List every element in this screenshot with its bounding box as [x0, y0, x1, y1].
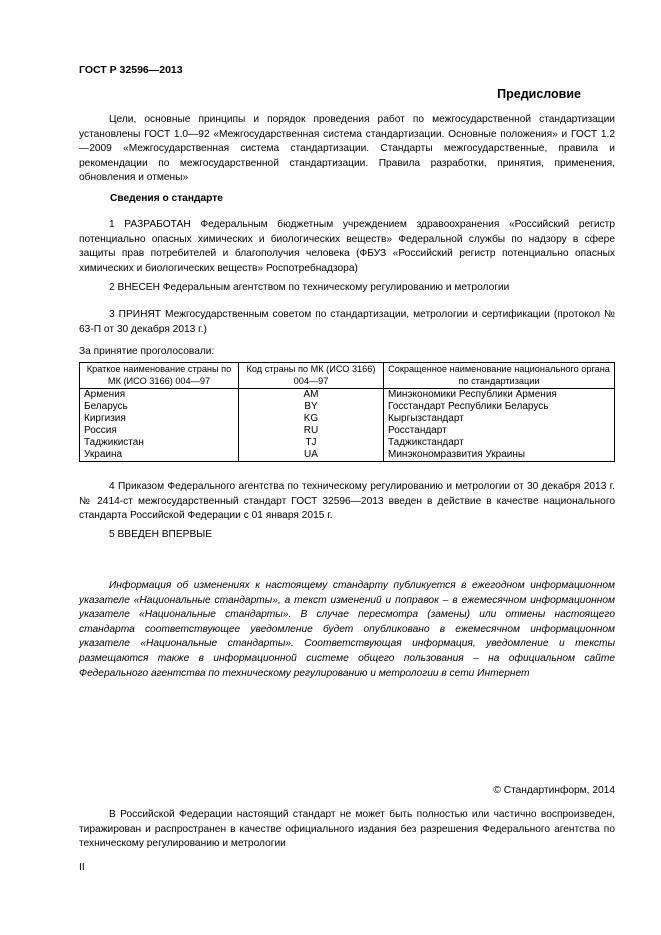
country-code: AM	[239, 389, 384, 402]
intro-paragraph: Цели, основные принципы и порядок проведения работ по межгосударственной стандартизации установлены ГОСТ 1.0—92 «Межгосударственная система стандартизации. Основные положения» и ГОСТ 1.2—2009 «Межгосударственная система стандартизации. Стандарты межгосударственные, правила и рекомендации по межгосударственной стандартизации. Правила разработки, принятия, применения, обновления и отмены»	[79, 114, 615, 184]
table-row	[80, 437, 615, 449]
standards-body: Госстандарт Республики Беларусь	[384, 401, 615, 413]
legal-notice: В Российской Федерации настоящий стандарт не может быть полностью или частично воспроизведен, тиражирован и распространен в качестве официального издания без разрешения Федерального агентства по техническому регулированию и метрологии	[79, 809, 615, 850]
item-enacted: 4 Приказом Федерального агентства по техническому регулированию и метрологии от 30 декабря 2013 г. № 2414-ст межгосударственный стандарт ГОСТ 32596—2013 введен в действие в качестве национального стандарта Российской Федерации с 01 января 2015 г.	[79, 481, 615, 522]
country-code: TJ	[239, 437, 384, 449]
item-first: 5 ВВЕДЕН ВПЕРВЫЕ	[109, 529, 213, 540]
country-name: Армения	[80, 389, 239, 402]
standards-body: Минэкономразвития Украины	[384, 449, 615, 462]
country-name: Киргизия	[80, 413, 239, 425]
page-title: Предисловие	[497, 87, 581, 101]
column-header-country: Краткое наименование страны по МК (ИСО 3166) 004—97	[80, 363, 239, 389]
country-code: RU	[239, 425, 384, 437]
column-header-code: Код страны по МК (ИСО 3166) 004—97	[239, 363, 384, 389]
copyright-notice: © Стандартинформ, 2014	[493, 785, 615, 796]
item-introduced: 2 ВНЕСЕН Федеральным агентством по техническому регулированию и метрологии	[109, 282, 510, 293]
page-number: II	[79, 862, 85, 873]
country-code: BY	[239, 401, 384, 413]
vote-label: За принятие проголосовали:	[79, 346, 215, 357]
standards-body: Таджикстандарт	[384, 437, 615, 449]
country-name: Таджикистан	[80, 437, 239, 449]
table-row	[80, 449, 615, 462]
countries-table	[79, 362, 615, 462]
info-section-title: Сведения о стандарте	[110, 193, 223, 204]
changes-notice: Информация об изменениях к настоящему стандарту публикуется в ежегодном информационном указателе «Национальные стандарты», а текст изменений и поправок – в ежемесячном информационном указателе «Национальные стандарты». В случае пересмотра (замены) или отмены настоящего стандарта соответствующее уведомление будет опубликовано в ежемесячном информационном указателе «Национальные стандарты». Соответствующая информация, уведомление и тексты размещаются также в информационной системе общего пользования – на официальном сайте Федерального агентства по техническому регулированию и метрологии в сети Интернет	[79, 580, 615, 679]
standards-body: Минэкономики Республики Армения	[384, 389, 615, 402]
country-code: KG	[239, 413, 384, 425]
standard-code: ГОСТ Р 32596—2013	[79, 64, 183, 76]
standards-body: Росстандарт	[384, 425, 615, 437]
country-code: UA	[239, 449, 384, 462]
table-row	[80, 401, 615, 413]
table-row	[80, 413, 615, 425]
item-adopted: 3 ПРИНЯТ Межгосударственным советом по стандартизации, метрологии и сертификации (протокол № 63-П от 30 декабря 2013 г.)	[79, 309, 615, 335]
country-name: Россия	[80, 425, 239, 437]
table-row	[80, 425, 615, 437]
table-row	[80, 389, 615, 402]
table-header-row	[80, 363, 615, 389]
country-name: Беларусь	[80, 401, 239, 413]
standards-body: Кыргызстандарт	[384, 413, 615, 425]
item-developed: 1 РАЗРАБОТАН Федеральным бюджетным учреждением здравоохранения «Российский регистр потенциально опасных химических и биологических веществ» Федеральной службы по надзору в сфере защиты прав потребителей и благополучия человека (ФБУЗ «Российский регистр потенциально опасных химических и биологических веществ» Роспотребнадзора)	[79, 219, 615, 274]
country-name: Украина	[80, 449, 239, 462]
column-header-body: Сокращенное наименование национального органа по стандартизации	[384, 363, 615, 389]
